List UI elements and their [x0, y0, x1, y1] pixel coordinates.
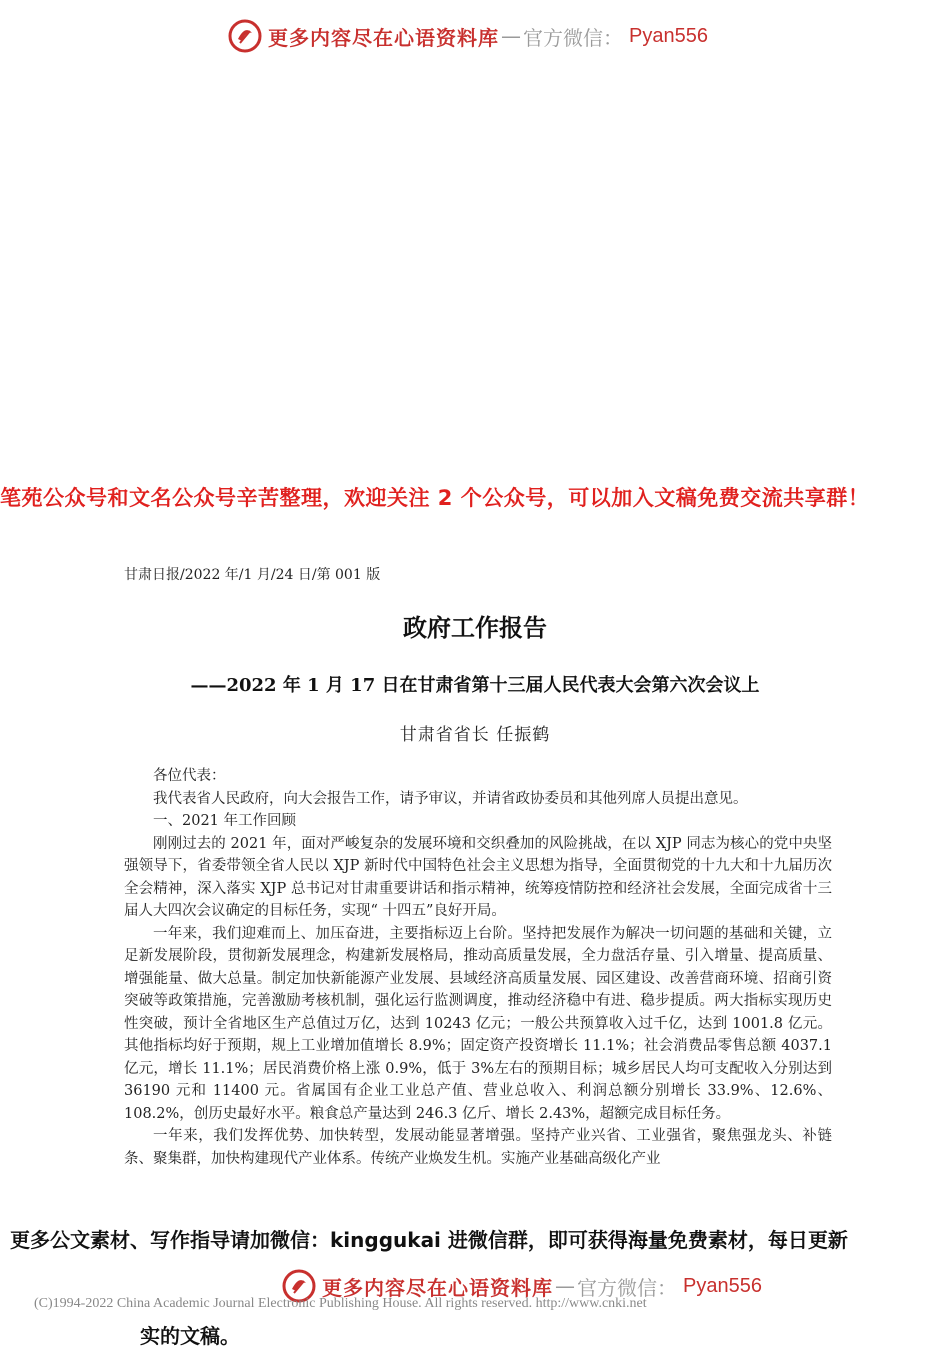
banner-title: 更多内容尽在心语资料库: [268, 25, 499, 50]
banner-separator: —: [555, 1274, 575, 1298]
banner-title: 更多内容尽在心语资料库: [322, 1275, 553, 1300]
paragraph: 一年来，我们迎难而上、加压奋进，主要指标迈上台阶。坚持把发展作为解决一切问题的基础和关键，立足新发展阶段，贯彻新发展理念，构建新发展格局，推动高质量发展，全力盘活存量、引入增量、提高质量、增强能量、做大总量。制定加快新能源产业发展、县域经济高质量发展、园区建设、改善营商环境、招商引资突破等政策措施，完善激励考核机制，强化运行监测调度，推动经济稳中有进、稳步提质。两大指标实现历史性突破，预计全省地区生产总值过万亿，达到 10243 亿元；一般公共预算收入过千亿，达到 1001.8 亿元。其他指标均好于预期，规上工业增加值增长 8.9%；固定资产投资增长 11.1%；社会消费品零售总额 4037.1 亿元，增长 11.1%；居民消费价格上涨 0.9%，低于 3%左右的预期目标；城乡居民人均可支配收入分别达到 36190 元和 11400 元。省属国有企业工业总产值、营业总收入、利润总额分别增长 33.9%、12.6%、108.2%，创历史最好水平。粮食总产量达到 246.3 亿斤、增长 2.43%，超额完成目标任务。: [124, 925, 832, 1122]
source-line: 甘肃日报/2022 年/1 月/24 日/第 001 版: [124, 567, 381, 583]
page-subtitle: ——2022 年 1 月 17 日在甘肃省第十三届人民代表大会第六次会议上: [190, 675, 760, 696]
paragraph: 刚刚过去的 2021 年，面对严峻复杂的发展环境和交织叠加的风险挑战，在以 XJP 同志为核心的党中央坚强领导下，省委带领全省人民以 XJP 新时代中国特色社会主义思想为指导，全面贯彻党的十九大和十九届历次全会精神，深入落实 XJP 总书记对甘肃重要讲话和指示精神，统筹疫情防控和经济社会发展，全面完成省十三届人大四次会议确定的目标任务，实现“ 十四五”良好开局。: [124, 835, 832, 919]
copyright-footer: (C)1994-2022 China Academic Journal Electronic Publishing House. All rights reserved. http://www.cnki.net: [34, 1296, 647, 1311]
cut-off-text: 实的文稿。: [140, 1324, 240, 1348]
paragraph: 我代表省人民政府，向大会报告工作，请予审议，并请省政协委员和其他列席人员提出意见。: [153, 790, 748, 807]
paragraph: 一、2021 年工作回顾: [153, 813, 297, 829]
paragraph: 各位代表：: [153, 768, 226, 784]
banner-wechat-label: 官方微信：: [523, 25, 623, 50]
banner-wechat-id: Pyan556: [683, 1274, 762, 1297]
author-line: 甘肃省省长 任振鹤: [399, 725, 551, 745]
paragraph: 一年来，我们发挥优势、加快转型，发展动能显著增强。坚持产业兴省、工业强省，聚焦强龙头、补链条、聚集群，加快构建现代产业体系。传统产业焕发生机。实施产业基础高级化产业: [124, 1128, 832, 1167]
wechat-promo-banner: 更多公文素材、写作指导请加微信：kinggukai 进微信群，即可获得海量免费素材，每日更新: [0, 1222, 950, 1258]
brand-logo-icon: [228, 19, 262, 53]
banner-separator: —: [501, 24, 521, 48]
banner-wechat-id: Pyan556: [629, 24, 708, 47]
top-watermark-banner: [228, 16, 708, 56]
page-title: 政府工作报告: [403, 613, 547, 642]
promo-notice: 笔苑公众号和文名公众号辛苦整理，欢迎关注 2 个公众号，可以加入文稿免费交流共享群！: [0, 486, 870, 510]
banner-wechat-label: 官方微信：: [577, 1275, 677, 1300]
report-body: [124, 765, 832, 1170]
